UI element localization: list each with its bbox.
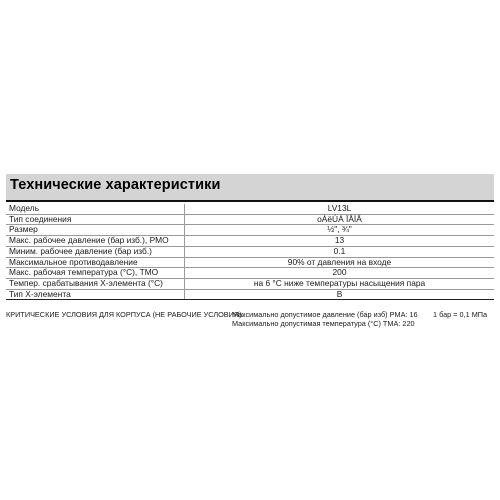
- max-pressure-note: Максимально допустимое давление (бар изб) PMA: 16: [232, 310, 418, 319]
- table-row: [6, 268, 494, 279]
- spec-label: Максимальное противодавление: [6, 257, 185, 268]
- section-title: Технические характеристики: [10, 177, 221, 193]
- critical-conditions-label: КРИТИЧЕСКИЕ УСЛОВИЯ ДЛЯ КОРПУСА (НЕ РАБОЧИЕ УСЛОВИЯ):: [6, 310, 244, 319]
- specs-table: [6, 204, 494, 300]
- table-row: [6, 225, 494, 236]
- spec-value: оÀëÚÀ ÏÅÌÂ: [185, 214, 495, 225]
- spec-label: Тип соединения: [6, 214, 185, 225]
- spec-label: Макс. рабочее давление (бар изб.), PMO: [6, 236, 185, 247]
- table-row: [6, 289, 494, 300]
- spec-label: Миним. рабочее давление (бар изб.): [6, 246, 185, 257]
- spec-label: Тип X-элемента: [6, 289, 185, 300]
- spec-label: Модель: [6, 204, 185, 214]
- table-row: [6, 257, 494, 268]
- table-row: [6, 204, 494, 214]
- spec-value: 200: [185, 268, 495, 279]
- max-temperature-note: Максимально допустимая температура (°C) TMA: 220: [232, 319, 415, 328]
- unit-conversion-note: 1 бар = 0,1 МПа: [433, 310, 488, 319]
- table-row: [6, 278, 494, 289]
- table-row: [6, 214, 494, 225]
- spec-value: ½", ¾": [185, 225, 495, 236]
- spec-value: LV13L: [185, 204, 495, 214]
- spec-value: B: [185, 289, 495, 300]
- table-row: [6, 236, 494, 247]
- spec-value: 0.1: [185, 246, 495, 257]
- spec-value: на 6 °C ниже температуры насыщения пара: [185, 278, 495, 289]
- spec-label: Макс. рабочая температура (°C), TMO: [6, 268, 185, 279]
- section-title-bar: [6, 174, 494, 202]
- table-row: [6, 246, 494, 257]
- spec-label: Темпер. срабатывания X-элемента (°C): [6, 278, 185, 289]
- spec-label: Размер: [6, 225, 185, 236]
- spec-value: 13: [185, 236, 495, 247]
- spec-value: 90% от давления на входе: [185, 257, 495, 268]
